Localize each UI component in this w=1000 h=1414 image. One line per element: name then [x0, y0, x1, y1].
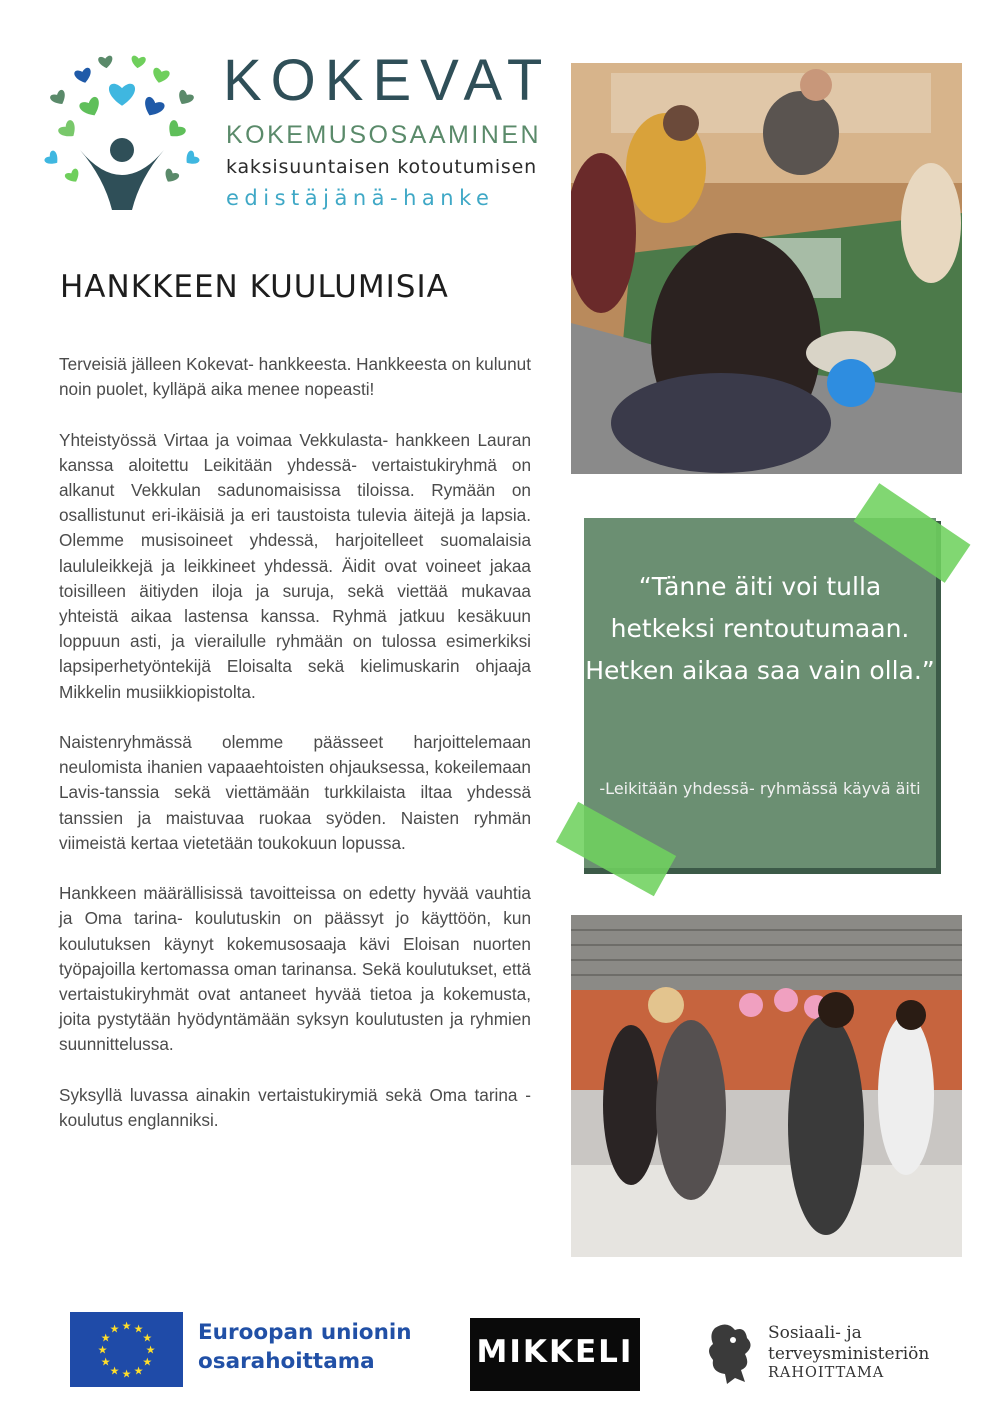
eu-star-icon: ★ — [142, 1355, 153, 1369]
eu-star-icon: ★ — [142, 1331, 153, 1345]
logo-heart-icon — [57, 119, 80, 142]
stm-funding-line2: terveysministeriön — [768, 1344, 930, 1364]
logo-heart-icon — [109, 84, 135, 106]
group-playtime-photo — [571, 63, 962, 474]
eu-star-icon: ★ — [109, 1364, 120, 1378]
page-title: HANKKEEN KUULUMISIA — [60, 269, 449, 305]
eu-funding-label — [198, 1318, 412, 1376]
stm-funding-line1: Sosiaali- ja — [768, 1323, 862, 1343]
eu-star-icon: ★ — [97, 1343, 108, 1357]
logo-heart-icon — [182, 150, 200, 169]
logo-heart-icon — [151, 67, 171, 85]
logo-heart-icon — [43, 150, 61, 169]
logo-heart-icon — [162, 168, 180, 185]
eu-star-icon: ★ — [145, 1343, 156, 1357]
eu-star-icon: ★ — [100, 1355, 111, 1369]
paragraph-intro: Terveisiä jälleen Kokevat- hankkeesta. Hankkeesta on kulunut noin puolet, kylläpä aika menee nopeasti! — [59, 354, 531, 400]
kokevat-logo-tree-icon — [40, 50, 205, 215]
eu-star-icon: ★ — [121, 1319, 132, 1333]
lion-crest-icon — [705, 1320, 757, 1385]
logo-heart-icon — [175, 89, 195, 108]
paragraph-womens-group: Naistenryhmässä olemme päässeet harjoittelemaan neulomista ihanien vapaaehtoisten ohjauksessa, kokeilemaan Lavis-tanssia sekä viettämään turkkilaista iltaa yhdessä tanssien ja maistuvaa ruokaa syöden. Naisten ryhmän viimeistä kertaa vietetään toukokuun lopussa. — [59, 732, 531, 853]
logo-heart-icon — [78, 96, 103, 120]
eu-star-icon: ★ — [109, 1322, 120, 1336]
eu-star-icon: ★ — [121, 1367, 132, 1381]
paragraph-autumn: Syksyllä luvassa ainakin vertaistukirymiä sekä Oma tarina - koulutus englanniksi. — [59, 1084, 531, 1131]
brand-tagline: kaksisuuntaisen kotoutumisen — [226, 156, 537, 178]
eu-star-icon: ★ — [133, 1364, 144, 1378]
logo-heart-icon — [130, 55, 146, 69]
paragraph-goals: Hankkeen määrällisissä tavoitteissa on edetty hyvää vauhtia ja Oma tarina- koulutuskin on päässyt jo käyttöön, kun koulutuksen käynyt kokemusosaaja kävi Eloisan nuorten työpajoilla kertomassa oman tarinansa. Sekä koulutukset, että vertaistukiryhmät ovat antaneet hyvää tietoa ja kokemusta, joita pystytään hyödyntämään syksyn koulutusten ja ryhmien suunnittelussa. — [59, 883, 531, 1055]
logo-heart-icon — [74, 67, 94, 85]
eu-flag-icon — [70, 1312, 183, 1387]
eu-funding-line2: osarahoittama — [198, 1349, 375, 1374]
brand-title: KOKEVAT — [223, 48, 552, 113]
eu-funding-line1: Euroopan unionin — [198, 1320, 412, 1345]
brand-tagline-project: edistäjänä-hanke — [226, 186, 495, 210]
mikkeli-logo-text: MIKKELI — [476, 1334, 634, 1370]
logo-heart-icon — [64, 168, 82, 185]
logo-heart-icon — [98, 55, 114, 69]
stm-funding-line3: RAHOITTAMA — [768, 1365, 885, 1381]
quote-attribution: -Leikitään yhdessä- ryhmässä käyvä äiti — [599, 779, 921, 798]
dancing-group-photo — [571, 915, 962, 1257]
quote-text: “Tänne äiti voi tulla hetkeksi rentoutumaan. Hetken aikaa saa vain olla.” — [585, 572, 935, 685]
logo-heart-icon — [140, 96, 165, 120]
logo-heart-icon — [164, 119, 187, 142]
logo-heart-icon — [49, 89, 69, 108]
article-body — [59, 352, 531, 1158]
eu-star-icon: ★ — [100, 1331, 111, 1345]
eu-star-icon: ★ — [133, 1322, 144, 1336]
brand-subtitle: KOKEMUSOSAAMINEN — [226, 121, 542, 149]
stm-funding-label — [768, 1323, 929, 1365]
paragraph-peer-group: Yhteistyössä Virtaa ja voimaa Vekkulasta- hankkeen Lauran kanssa aloitettu Leikitään yhdessä- vertaistukiryhmä on alkanut Vekkulan sadunomaisissa tiloissa. Rymään on osallistunut eri-ikäisiä ja eri taustoista tulevia äitejä ja lapsia. Olemme musisoineet yhdessä, harjoitelleet suomalaisia laululeikkejä ja leikkineet yhdessä. Äidit ovat voineet jakaa toisilleen äitiyden iloja ja suruja, sekä viettää mukavaa yhteistä aikaa lastensa kanssa. Ryhmä jatkuu kesäkuun loppuun asti, ja vierailulle ryhmään on tulossa esimerkiksi lapsiperhetyöntekijä Eloisalta sekä kielimuskarin ohjaaja Mikkelin musiikkiopistolta. — [59, 429, 531, 702]
